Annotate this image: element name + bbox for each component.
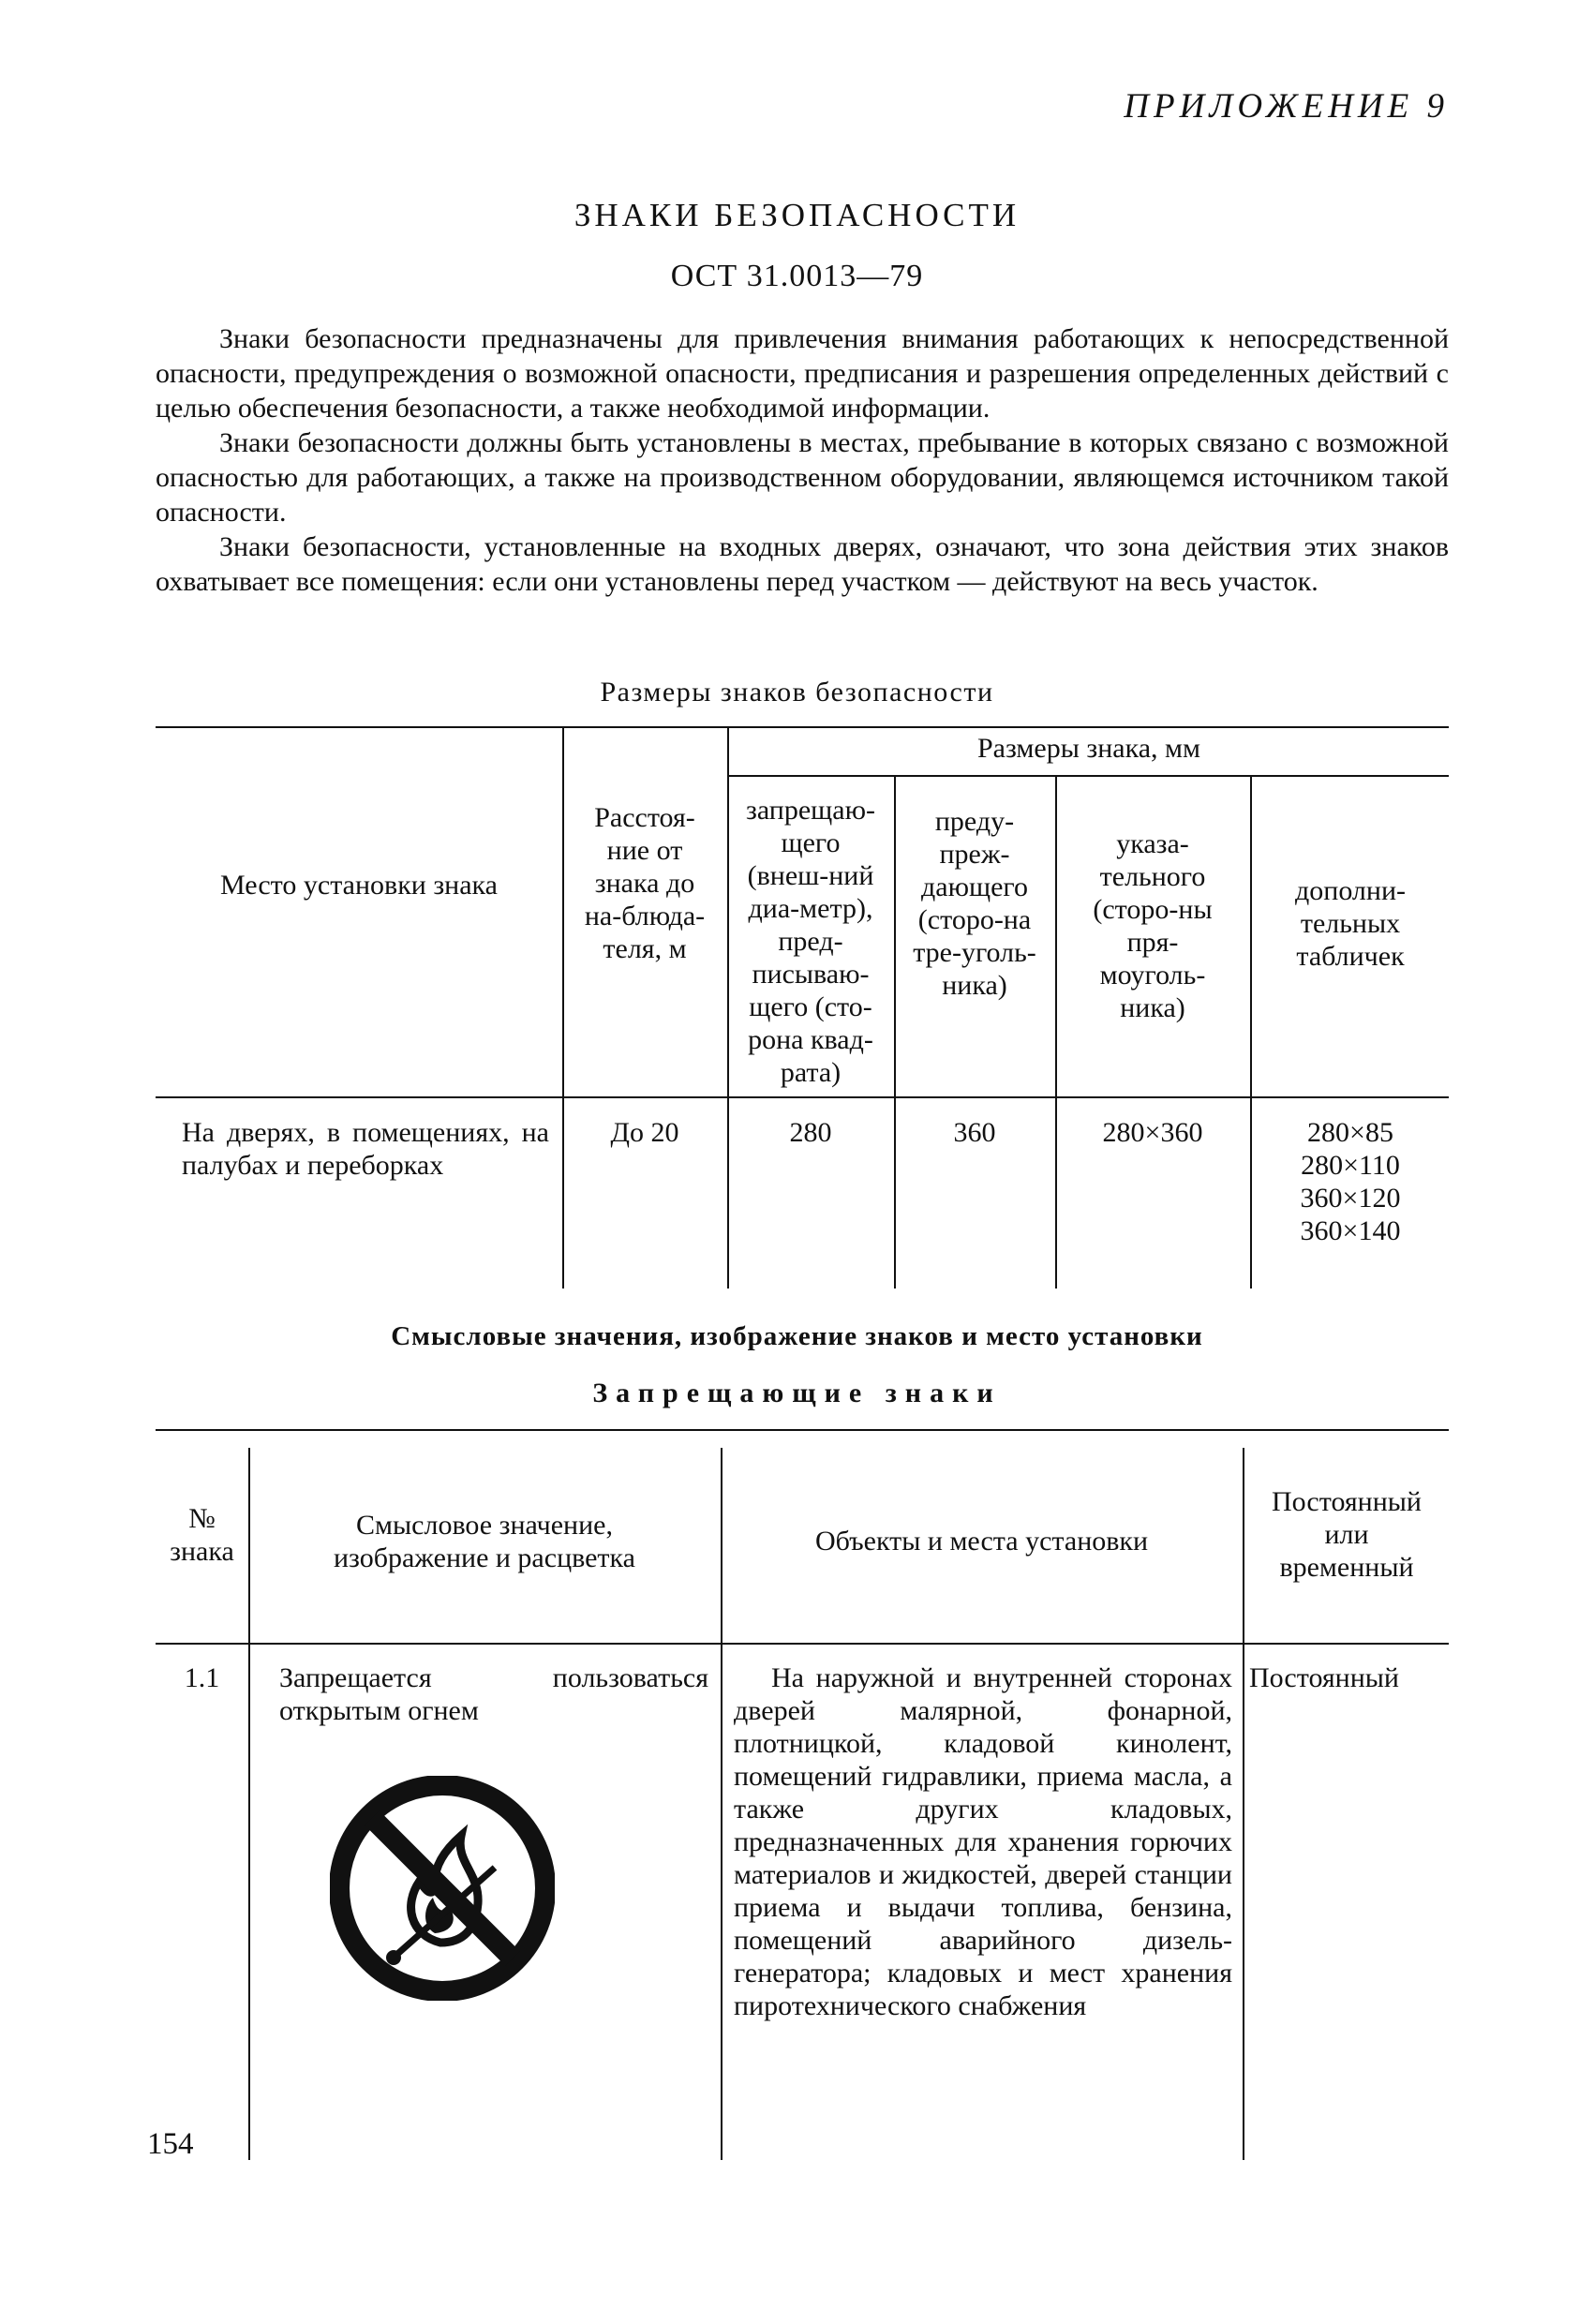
col-header-num: № знака	[170, 1503, 234, 1567]
row-distance: До 20	[610, 1117, 679, 1148]
extra-size: 280×85	[1307, 1117, 1393, 1148]
no-open-flame-icon	[330, 1776, 555, 2001]
table-rule	[156, 726, 1449, 728]
col-header-perm: Постоянный или временный	[1272, 1486, 1422, 1583]
row-indicate: 280×360	[1102, 1117, 1203, 1148]
signs-section-subcaption: Запрещающие знаки	[592, 1378, 1002, 1408]
col-header-indicate: указа-тельного (сторо-ны пря-моуголь-ника)	[1093, 828, 1213, 1023]
row-num: 1.1	[184, 1662, 220, 1693]
col-header-place: Место установки знака	[220, 870, 498, 901]
intro-paragraph: Знаки безопасности предназначены для привлечения внимания работающих к непосредственной опасности, предупреждения о возможной опасности, предписания и разрешения определенных действий с целью обеспечения безопасности, а также необходимой информации.	[156, 323, 1449, 424]
sizes-table-caption: Размеры знаков безопасности	[600, 677, 994, 708]
table-rule	[156, 1429, 1449, 1431]
intro-paragraph: Знаки безопасности, установленные на входных дверях, означают, что зона действия этих знаков охватывает все помещения: если они установлены перед участком — действуют на весь участок.	[156, 531, 1449, 597]
col-group-header: Размеры знака, мм	[976, 733, 1200, 764]
col-header-prohibit: запрещаю-щего (внеш-ний диа-метр), пред-писываю-щего (сто-рона квад-рата)	[746, 795, 875, 1088]
table-rule	[156, 1096, 1449, 1098]
row-perm: Постоянный	[1249, 1662, 1399, 1693]
standard-code: ОСТ 31.0013—79	[670, 259, 924, 293]
sizes-table	[156, 726, 1449, 1289]
row-objects: На наружной и внутренней сторонах дверей малярной, фонарной, плотницкой, кладовой кинолент, помещений гидравлики, приема масла, а также других кладовых, предназначенных для хранения горючих материалов и жидкостей, дверей станции приема и выдачи топлива, бензина, помещений аварийного дизель-генератора; кладовых и мест хранения пиротехнического снабжения	[734, 1662, 1232, 2021]
table-rule	[156, 1643, 1449, 1645]
row-extra	[1252, 1116, 1449, 1247]
col-header-distance: Расстоя-ние от знака до на-блюда-теля, м	[584, 802, 706, 964]
row-meaning: Запрещается пользоваться открытым огнем	[279, 1662, 708, 1726]
page-title: ЗНАКИ БЕЗОПАСНОСТИ	[574, 197, 1020, 233]
extra-size: 280×110	[1301, 1150, 1400, 1181]
col-header-meaning: Смысловое значение, изображение и расцветка	[334, 1510, 635, 1573]
table-rule	[727, 775, 1449, 777]
page-number: 154	[147, 2127, 194, 2161]
col-header-objects: Объекты и места установки	[814, 1526, 1149, 1557]
col-header-warn: преду-преж-дающего (сторо-на тре-уголь-ника)	[913, 806, 1036, 1001]
col-header-extra: дополни-тельных табличек	[1295, 875, 1406, 972]
intro-text	[156, 321, 1449, 599]
signs-section-caption: Смысловые значения, изображение знаков и место установки	[391, 1321, 1203, 1351]
appendix-label: ПРИЛОЖЕНИЕ 9	[1124, 87, 1449, 126]
extra-size: 360×140	[1300, 1215, 1401, 1246]
extra-size: 360×120	[1300, 1183, 1401, 1214]
row-warn: 360	[953, 1117, 996, 1148]
row-prohibit: 280	[789, 1117, 832, 1148]
row-place: На дверях, в помещениях, на палубах и переборках	[182, 1117, 549, 1181]
intro-paragraph: Знаки безопасности должны быть установлены в местах, пребывание в которых связано с возможной опасностью для работающих, а также на производственном оборудовании, являющемся источником такой опасности.	[156, 427, 1449, 528]
signs-table	[156, 1429, 1449, 2160]
